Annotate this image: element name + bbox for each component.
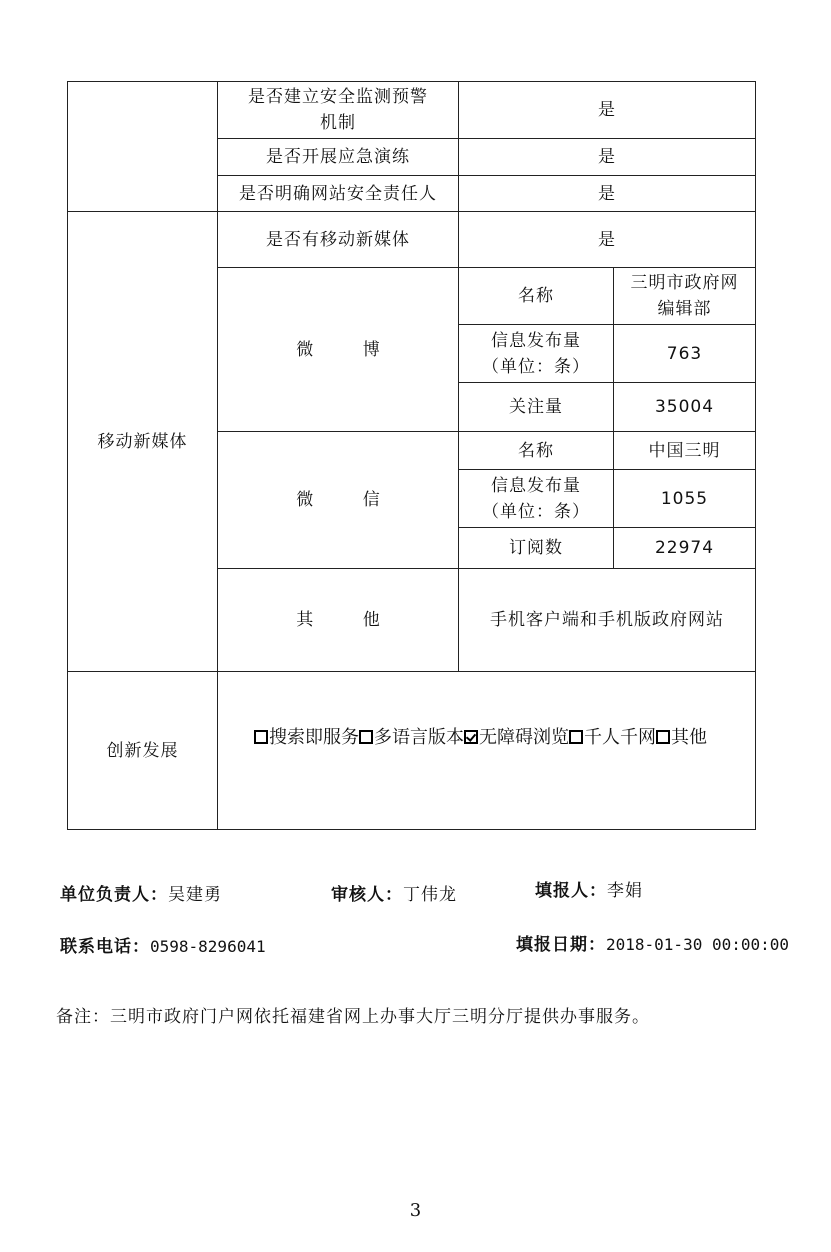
other-value: 手机客户端和手机版政府网站 [459,569,756,672]
weibo-posts-value: 763 [614,325,756,383]
wechat-posts-label: 信息发布量 （单位：条） [459,470,614,528]
weibo-name-label: 名称 [459,268,614,325]
weibo-follow-label: 关注量 [459,383,614,432]
wechat-name-label: 名称 [459,432,614,470]
monitoring-label: 是否建立安全监测预警 机制 [218,82,459,139]
option-other[interactable]: 其他 [656,727,707,748]
weibo-label: 微 博 [218,268,459,432]
responsible-label: 是否明确网站安全责任人 [218,176,459,212]
checkbox-icon[interactable] [656,730,670,744]
weibo-follow-value: 35004 [614,383,756,432]
checkbox-checked-icon[interactable] [464,730,478,744]
responsible-value: 是 [459,176,756,212]
security-section-cell [68,82,218,212]
wechat-label: 微 信 [218,432,459,569]
other-label: 其 他 [218,569,459,672]
checkbox-icon[interactable] [254,730,268,744]
remark-note: 备注：三明市政府门户网依托福建省网上办事大厅三明分厅提供办事服务。 [56,1007,650,1027]
innovation-section-label: 创新发展 [68,672,218,830]
wechat-subs-value: 22974 [614,528,756,569]
filler: 填报人：李娟 [535,881,643,901]
innovation-options [218,672,756,830]
reviewer: 审核人：丁伟龙 [331,885,457,905]
contact-phone: 联系电话：0598-8296041 [60,937,266,957]
weibo-name-value: 三明市政府网 编辑部 [614,268,756,325]
unit-head: 单位负责人：吴建勇 [60,885,222,905]
drill-value: 是 [459,139,756,176]
wechat-name-value: 中国三明 [614,432,756,470]
has-mobile-value: 是 [459,212,756,268]
weibo-posts-label: 信息发布量 （单位：条） [459,325,614,383]
checkbox-icon[interactable] [359,730,373,744]
fill-date: 填报日期：2018-01-30 00:00:00 [516,935,790,955]
mobile-section-label: 移动新媒体 [68,212,218,672]
wechat-posts-value: 1055 [614,470,756,528]
page-number: 3 [409,1200,422,1221]
option-search-as-service[interactable]: 搜索即服务 [254,727,359,748]
drill-label: 是否开展应急演练 [218,139,459,176]
wechat-subs-label: 订阅数 [459,528,614,569]
report-table [67,81,756,830]
checkbox-icon[interactable] [569,730,583,744]
option-personalized[interactable]: 千人千网 [569,727,656,748]
monitoring-value: 是 [459,82,756,139]
option-accessibility[interactable]: 无障碍浏览 [464,727,569,748]
option-multilanguage[interactable]: 多语言版本 [359,727,464,748]
has-mobile-label: 是否有移动新媒体 [218,212,459,268]
